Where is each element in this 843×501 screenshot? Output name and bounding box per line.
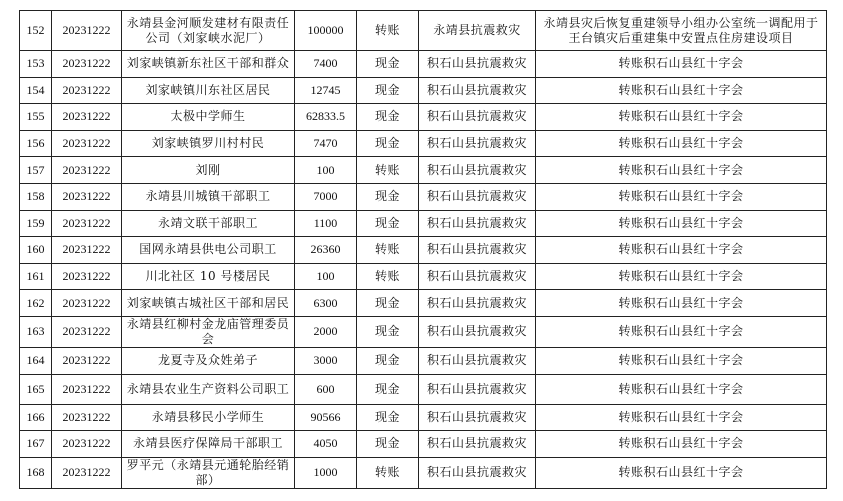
table-row [20, 51, 827, 78]
payment-method-cell: 现金 [357, 290, 419, 317]
payment-method-cell: 现金 [357, 183, 419, 210]
donation-table-container [19, 10, 827, 489]
date-cell: 20231222 [52, 404, 122, 431]
donor-name-cell: 川北社区 10 号楼居民 [122, 263, 295, 290]
amount-cell: 100 [295, 157, 357, 184]
row-number-cell: 161 [20, 263, 52, 290]
table-row [20, 347, 827, 374]
amount-cell: 600 [295, 374, 357, 404]
row-number-cell: 159 [20, 210, 52, 237]
amount-cell: 90566 [295, 404, 357, 431]
donor-name-cell: 永靖县红柳村金龙庙管理委员会 [122, 316, 295, 347]
amount-cell: 7400 [295, 51, 357, 78]
note-cell: 转账积石山县红十字会 [536, 374, 827, 404]
payment-method-cell: 转账 [357, 237, 419, 264]
receiver-cell: 积石山县抗震救灾 [419, 51, 536, 78]
table-row [20, 210, 827, 237]
row-number-cell: 155 [20, 104, 52, 131]
amount-cell: 1000 [295, 457, 357, 488]
payment-method-cell: 现金 [357, 316, 419, 347]
payment-method-cell: 现金 [357, 210, 419, 237]
amount-cell: 100000 [295, 11, 357, 51]
amount-cell: 4050 [295, 431, 357, 458]
payment-method-cell: 转账 [357, 11, 419, 51]
date-cell: 20231222 [52, 157, 122, 184]
receiver-cell: 积石山县抗震救灾 [419, 404, 536, 431]
amount-cell: 100 [295, 263, 357, 290]
table-row [20, 263, 827, 290]
amount-cell: 26360 [295, 237, 357, 264]
donor-name-cell: 刘家峡镇古城社区干部和居民 [122, 290, 295, 317]
note-cell: 转账积石山县红十字会 [536, 431, 827, 458]
row-number-cell: 160 [20, 237, 52, 264]
note-cell: 转账积石山县红十字会 [536, 457, 827, 488]
note-cell: 转账积石山县红十字会 [536, 316, 827, 347]
date-cell: 20231222 [52, 77, 122, 104]
donor-name-cell: 刘家峡镇新东社区干部和群众 [122, 51, 295, 78]
payment-method-cell: 现金 [357, 51, 419, 78]
table-row [20, 431, 827, 458]
date-cell: 20231222 [52, 183, 122, 210]
donor-name-cell: 国网永靖县供电公司职工 [122, 237, 295, 264]
table-row [20, 374, 827, 404]
donor-name-cell: 太极中学师生 [122, 104, 295, 131]
row-number-cell: 152 [20, 11, 52, 51]
table-row [20, 316, 827, 347]
table-row [20, 157, 827, 184]
table-row [20, 130, 827, 157]
donor-name-cell: 罗平元（永靖县元通轮胎经销部） [122, 457, 295, 488]
receiver-cell: 积石山县抗震救灾 [419, 183, 536, 210]
payment-method-cell: 现金 [357, 77, 419, 104]
donation-table [19, 10, 827, 489]
payment-method-cell: 转账 [357, 457, 419, 488]
note-cell: 永靖县灾后恢复重建领导小组办公室统一调配用于王台镇灾后重建集中安置点住房建设项目 [536, 11, 827, 51]
note-cell: 转账积石山县红十字会 [536, 404, 827, 431]
amount-cell: 7000 [295, 183, 357, 210]
row-number-cell: 166 [20, 404, 52, 431]
payment-method-cell: 现金 [357, 347, 419, 374]
note-cell: 转账积石山县红十字会 [536, 130, 827, 157]
date-cell: 20231222 [52, 11, 122, 51]
receiver-cell: 积石山县抗震救灾 [419, 431, 536, 458]
receiver-cell: 积石山县抗震救灾 [419, 374, 536, 404]
donor-name-cell: 龙夏寺及众姓弟子 [122, 347, 295, 374]
row-number-cell: 154 [20, 77, 52, 104]
table-row [20, 183, 827, 210]
note-cell: 转账积石山县红十字会 [536, 347, 827, 374]
table-row [20, 404, 827, 431]
row-number-cell: 153 [20, 51, 52, 78]
date-cell: 20231222 [52, 237, 122, 264]
table-body [20, 11, 827, 489]
receiver-cell: 永靖县抗震救灾 [419, 11, 536, 51]
donor-name-cell: 永靖县农业生产资料公司职工 [122, 374, 295, 404]
row-number-cell: 158 [20, 183, 52, 210]
date-cell: 20231222 [52, 290, 122, 317]
date-cell: 20231222 [52, 104, 122, 131]
note-cell: 转账积石山县红十字会 [536, 237, 827, 264]
table-row [20, 77, 827, 104]
receiver-cell: 积石山县抗震救灾 [419, 77, 536, 104]
note-cell: 转账积石山县红十字会 [536, 263, 827, 290]
payment-method-cell: 现金 [357, 404, 419, 431]
row-number-cell: 164 [20, 347, 52, 374]
note-cell: 转账积石山县红十字会 [536, 77, 827, 104]
note-cell: 转账积石山县红十字会 [536, 51, 827, 78]
amount-cell: 6300 [295, 290, 357, 317]
donor-name-cell: 刘刚 [122, 157, 295, 184]
amount-cell: 2000 [295, 316, 357, 347]
date-cell: 20231222 [52, 210, 122, 237]
receiver-cell: 积石山县抗震救灾 [419, 237, 536, 264]
receiver-cell: 积石山县抗震救灾 [419, 457, 536, 488]
payment-method-cell: 转账 [357, 263, 419, 290]
payment-method-cell: 现金 [357, 104, 419, 131]
note-cell: 转账积石山县红十字会 [536, 183, 827, 210]
receiver-cell: 积石山县抗震救灾 [419, 263, 536, 290]
donor-name-cell: 永靖县医疗保障局干部职工 [122, 431, 295, 458]
amount-cell: 3000 [295, 347, 357, 374]
date-cell: 20231222 [52, 374, 122, 404]
donor-name-cell: 刘家峡镇罗川村村民 [122, 130, 295, 157]
date-cell: 20231222 [52, 51, 122, 78]
amount-cell: 12745 [295, 77, 357, 104]
receiver-cell: 积石山县抗震救灾 [419, 210, 536, 237]
note-cell: 转账积石山县红十字会 [536, 290, 827, 317]
row-number-cell: 157 [20, 157, 52, 184]
note-cell: 转账积石山县红十字会 [536, 210, 827, 237]
donor-name-cell: 刘家峡镇川东社区居民 [122, 77, 295, 104]
row-number-cell: 165 [20, 374, 52, 404]
date-cell: 20231222 [52, 457, 122, 488]
payment-method-cell: 现金 [357, 130, 419, 157]
row-number-cell: 163 [20, 316, 52, 347]
note-cell: 转账积石山县红十字会 [536, 157, 827, 184]
receiver-cell: 积石山县抗震救灾 [419, 347, 536, 374]
receiver-cell: 积石山县抗震救灾 [419, 316, 536, 347]
table-row [20, 104, 827, 131]
amount-cell: 1100 [295, 210, 357, 237]
receiver-cell: 积石山县抗震救灾 [419, 130, 536, 157]
note-cell: 转账积石山县红十字会 [536, 104, 827, 131]
donor-name-cell: 永靖文联干部职工 [122, 210, 295, 237]
receiver-cell: 积石山县抗震救灾 [419, 290, 536, 317]
date-cell: 20231222 [52, 316, 122, 347]
amount-cell: 62833.5 [295, 104, 357, 131]
payment-method-cell: 转账 [357, 157, 419, 184]
donor-name-cell: 永靖县金河顺发建材有限责任公司（刘家峡水泥厂） [122, 11, 295, 51]
payment-method-cell: 现金 [357, 374, 419, 404]
date-cell: 20231222 [52, 130, 122, 157]
donor-name-cell: 永靖县川城镇干部职工 [122, 183, 295, 210]
table-row [20, 11, 827, 51]
date-cell: 20231222 [52, 431, 122, 458]
receiver-cell: 积石山县抗震救灾 [419, 157, 536, 184]
amount-cell: 7470 [295, 130, 357, 157]
date-cell: 20231222 [52, 347, 122, 374]
table-row [20, 290, 827, 317]
row-number-cell: 156 [20, 130, 52, 157]
donor-name-cell: 永靖县移民小学师生 [122, 404, 295, 431]
table-row [20, 237, 827, 264]
row-number-cell: 168 [20, 457, 52, 488]
table-row [20, 457, 827, 488]
date-cell: 20231222 [52, 263, 122, 290]
row-number-cell: 167 [20, 431, 52, 458]
row-number-cell: 162 [20, 290, 52, 317]
payment-method-cell: 现金 [357, 431, 419, 458]
receiver-cell: 积石山县抗震救灾 [419, 104, 536, 131]
